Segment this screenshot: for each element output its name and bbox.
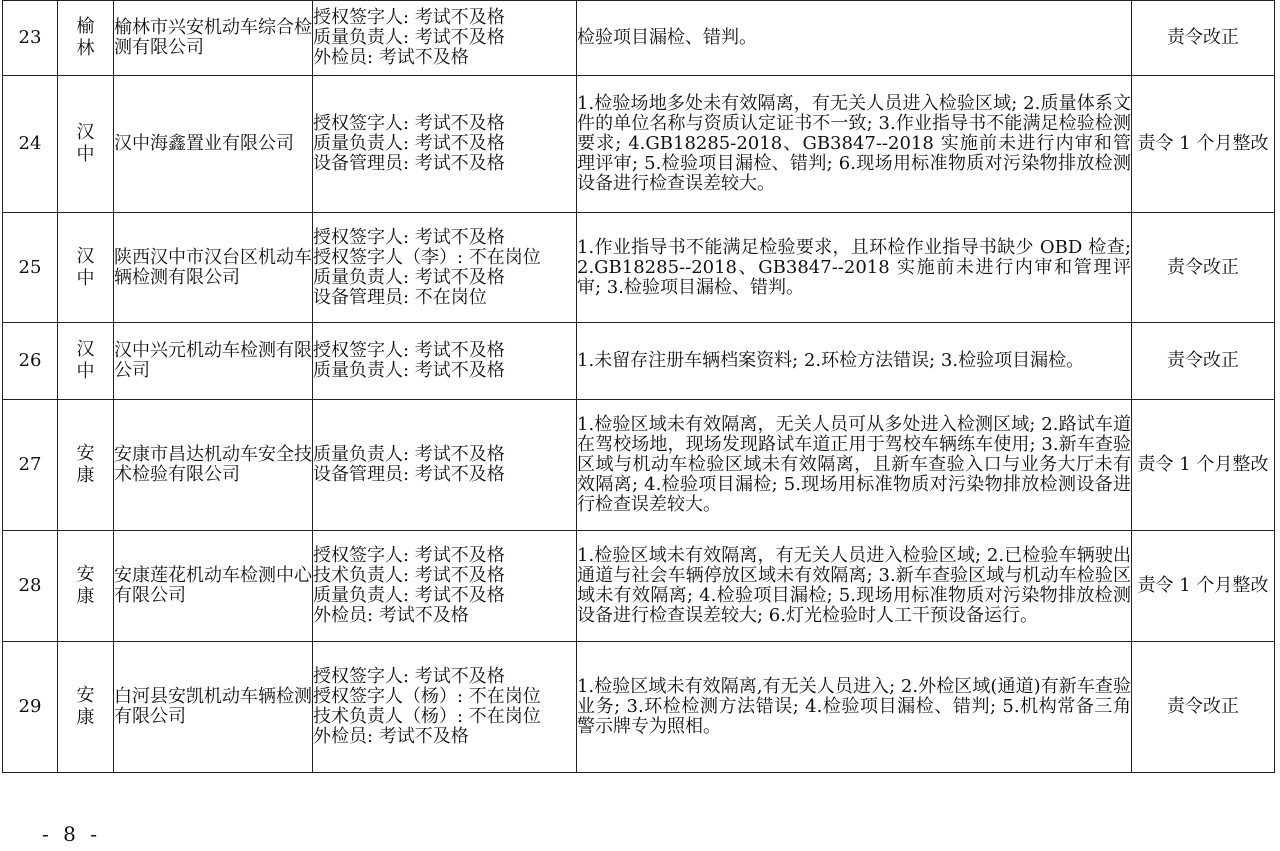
- staff-status-line: 质量负责人: 考试不及格: [313, 360, 505, 381]
- page-number: - 8 -: [42, 822, 101, 846]
- staff-status-line: 授权签字人: 考试不及格: [313, 545, 505, 566]
- issues-found: 1.检验区域未有效隔离，有无关人员进入检验区域; 2.已检验车辆驶出通道与社会车辆停放区域未有效隔离; 3.新车查验区域与机动车检验区域未有效隔离; 4.检验项目漏检; 5.现场用标准物质对污染物排放检测设备进行检查误差较大; 6.灯光检验时人工干预设备运行。: [577, 531, 1132, 642]
- staff-status-line: 技术负责人（杨）: 不在岗位: [313, 706, 541, 727]
- staff-status-line: 质量负责人: 考试不及格: [313, 133, 505, 154]
- staff-status-line: 质量负责人: 考试不及格: [313, 585, 505, 606]
- staff-status-line: 设备管理员: 不在岗位: [313, 286, 487, 308]
- organization-name: 榆林市兴安机动车综合检测有限公司: [114, 1, 313, 76]
- organization-name: 汉中兴元机动车检测有限公司: [114, 323, 313, 400]
- issues-found: 1.未留存注册车辆档案资料; 2.环检方法错误; 3.检验项目漏检。: [577, 323, 1132, 400]
- city-name: 安康: [76, 564, 95, 607]
- row-number: 25: [3, 213, 58, 323]
- table-row: [3, 76, 1275, 213]
- table-row: [3, 400, 1275, 531]
- staff-status-line: 授权签字人: 考试不及格: [313, 340, 505, 361]
- city-cell: [58, 400, 114, 531]
- rectification-action: 责令改正: [1132, 1, 1275, 76]
- issues-found: 1.检验区域未有效隔离，无关人员可从多处进入检测区域; 2.路试车道在驾校场地，现场发现路试车道正用于驾校车辆练车使用; 3.新车查验区域与机动车检验区域未有效隔离，且新车查验入口与业务大厅未有效隔离; 4.检验项目漏检; 5.现场用标准物质对污染物排放检测设备进行检查误差较大。: [577, 400, 1132, 531]
- row-number: 24: [3, 76, 58, 213]
- city-cell: [58, 323, 114, 400]
- rectification-action: 责令改正: [1132, 323, 1275, 400]
- organization-name: 陕西汉中市汉台区机动车辆检测有限公司: [114, 213, 313, 323]
- city-cell: [58, 531, 114, 642]
- rectification-action: 责令 1 个月整改: [1132, 531, 1275, 642]
- issues-found: 1.作业指导书不能满足检验要求，且环检作业指导书缺少 OBD 检查; 2.GB18285--2018、GB3847--2018 实施前未进行内审和管理评审; 3.检验项目漏检、错判。: [577, 213, 1132, 323]
- staff-status-cell: [313, 76, 577, 213]
- issues-found: 1.检验场地多处未有效隔离，有无关人员进入检验区域; 2.质量体系文件的单位名称与资质认定证书不一致; 3.作业指导书不能满足检验检测要求; 4.GB18285-2018、GB3847--2018 实施前未进行内审和管理评审; 5.检验项目漏检、错判; 6.现场用标准物质对污染物排放检测设备进行检查误差较大。: [577, 76, 1132, 213]
- organization-name: 安康莲花机动车检测中心有限公司: [114, 531, 313, 642]
- city-name: 榆林: [76, 16, 95, 59]
- staff-status-cell: [313, 1, 577, 76]
- staff-status-cell: [313, 642, 577, 773]
- organization-name: 汉中海鑫置业有限公司: [114, 76, 313, 213]
- rectification-action: 责令 1 个月整改: [1132, 76, 1275, 213]
- row-number: 28: [3, 531, 58, 642]
- staff-status-line: 质量负责人: 考试不及格: [313, 27, 505, 48]
- staff-status-line: 质量负责人: 考试不及格: [313, 444, 505, 465]
- staff-status-line: 设备管理员: 考试不及格: [313, 464, 505, 485]
- organization-name: 白河县安凯机动车辆检测有限公司: [114, 642, 313, 773]
- staff-status-line: 外检员: 考试不及格: [313, 47, 469, 68]
- staff-status-cell: [313, 323, 577, 400]
- staff-status-line: 设备管理员: 考试不及格: [313, 153, 505, 174]
- staff-status-line: 授权签字人（李）: 不在岗位: [313, 246, 541, 268]
- table-row: [3, 323, 1275, 400]
- organization-name: 安康市昌达机动车安全技术检验有限公司: [114, 400, 313, 531]
- staff-status-line: 外检员: 考试不及格: [313, 726, 469, 747]
- staff-status-line: 技术负责人: 考试不及格: [313, 565, 505, 586]
- staff-status-cell: [313, 400, 577, 531]
- table-row: [3, 1, 1275, 76]
- staff-status-line: 外检员: 考试不及格: [313, 605, 469, 626]
- city-cell: [58, 642, 114, 773]
- table-row: [3, 213, 1275, 323]
- rectification-action: 责令改正: [1132, 642, 1275, 773]
- staff-status-line: 授权签字人: 考试不及格: [313, 113, 505, 134]
- city-name: 汉中: [76, 339, 95, 382]
- staff-status-line: 授权签字人（杨）: 不在岗位: [313, 686, 541, 707]
- city-cell: [58, 1, 114, 76]
- issues-found: 检验项目漏检、错判。: [577, 1, 1132, 76]
- row-number: 27: [3, 400, 58, 531]
- staff-status-cell: [313, 213, 577, 323]
- staff-status-line: 授权签字人: 考试不及格: [313, 226, 505, 248]
- issues-found: 1.检验区域未有效隔离,有无关人员进入; 2.外检区域(通道)有新车查验业务; 3.环检检测方法错误; 4.检验项目漏检、错判; 5.机构常备三角警示牌专为照相。: [577, 642, 1132, 773]
- city-cell: [58, 76, 114, 213]
- city-cell: [58, 213, 114, 323]
- row-number: 29: [3, 642, 58, 773]
- staff-status-line: 质量负责人: 考试不及格: [313, 266, 505, 288]
- staff-status-line: 授权签字人: 考试不及格: [313, 7, 505, 28]
- city-name: 汉中: [76, 245, 95, 289]
- rectification-action: 责令 1 个月整改: [1132, 400, 1275, 531]
- row-number: 26: [3, 323, 58, 400]
- row-number: 23: [3, 1, 58, 76]
- staff-status-line: 授权签字人: 考试不及格: [313, 666, 505, 687]
- rectification-action: 责令改正: [1132, 213, 1275, 323]
- table-row: [3, 642, 1275, 773]
- table-row: [3, 531, 1275, 642]
- city-name: 汉中: [76, 122, 95, 165]
- city-name: 安康: [76, 443, 95, 486]
- inspection-results-table: [2, 0, 1275, 773]
- staff-status-cell: [313, 531, 577, 642]
- city-name: 安康: [76, 685, 95, 728]
